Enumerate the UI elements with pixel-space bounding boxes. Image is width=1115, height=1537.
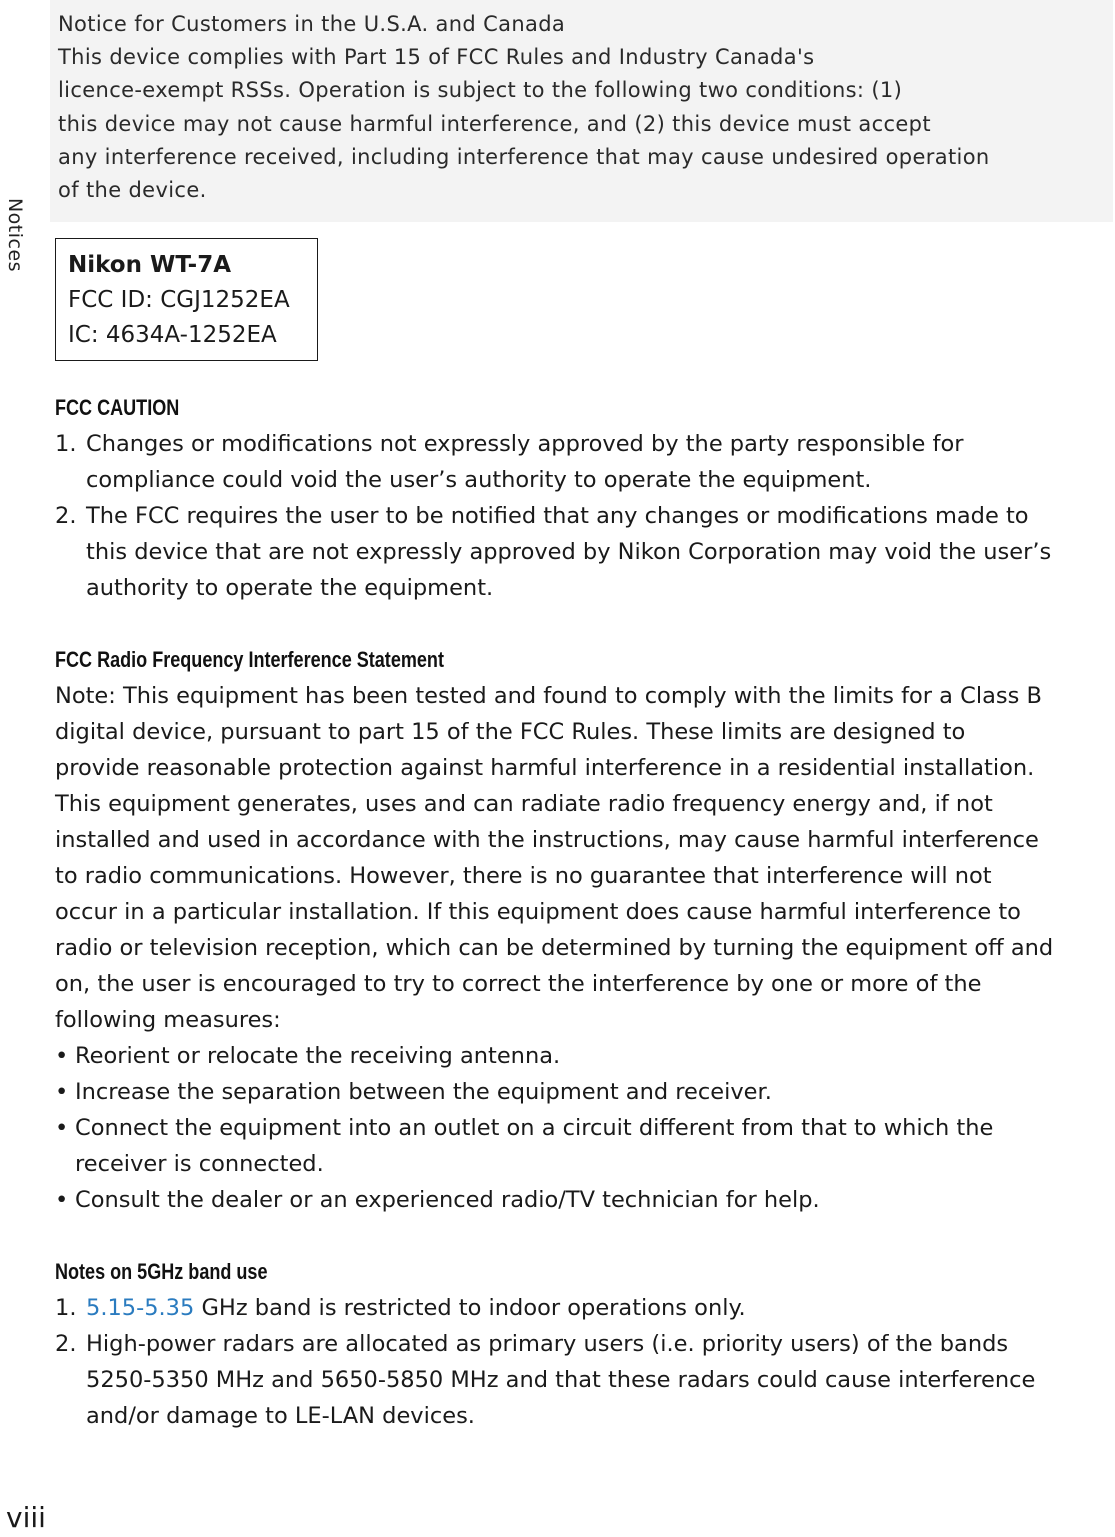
list-item (55, 1326, 1055, 1434)
bullet-icon: • (55, 1115, 69, 1141)
bullet-icon: • (55, 1187, 69, 1213)
item-number: 2. (55, 503, 77, 529)
notice-line: This device complies with Part 15 of FCC Rules and Industry Canada's (58, 45, 815, 70)
bullet-icon: • (55, 1043, 69, 1069)
bullet-icon: • (55, 1079, 69, 1105)
item-text: Changes or modifications not expressly approved by the party responsible for compliance could void the user’s authority to operate the equipment. (86, 431, 964, 493)
item-number: 2. (55, 1331, 77, 1357)
notice-line: any interference received, including interference that may cause undesired operation (58, 144, 990, 169)
rf-statement-section (55, 642, 1055, 1218)
section-heading: FCC Radio Frequency Interference Statement (55, 647, 444, 672)
canada-notice (50, 0, 1113, 222)
item-number: 1. (55, 1295, 77, 1321)
list-item (55, 1290, 1055, 1326)
notice-line: licence-exempt RSSs. Operation is subject to the following two conditions: (1) (58, 78, 903, 103)
section-heading: FCC CAUTION (55, 395, 180, 420)
ic-id: IC: 4634A-1252EA (68, 322, 277, 348)
page-number: viii (6, 1501, 46, 1534)
device-model: Nikon WT-7A (68, 252, 232, 278)
notice-line: of the device. (58, 178, 207, 203)
fcc-id: FCC ID: CGJ1252EA (68, 287, 290, 313)
notice-line: Notice for Customers in the U.S.A. and Canada (58, 12, 566, 36)
statement-body: Note: This equipment has been tested and found to comply with the limits for a Class B digital device, pursuant to part 15 of the FCC Rules. These limits are designed to provide reasonable protection against harmful interference in a residential installation. This equipment generates, uses and can radiate radio frequency energy and, if not installed and used in accordance with the instructions, may cause harmful interference to radio communications. However, there is no guarantee that interference will not occur in a particular installation. If this equipment does cause harmful interference to radio or television reception, which can be determined by turning the equipment off and on, the user is encouraged to try to correct the interference by one or more of the following measures: (55, 683, 1054, 1033)
bullet-item (55, 1110, 1055, 1182)
side-tab-label: Notices (4, 197, 26, 273)
main-content (55, 390, 1055, 1470)
bullet-item (55, 1182, 1055, 1218)
section-heading: Notes on 5GHz band use (55, 1259, 268, 1284)
list-item (55, 426, 1055, 498)
bullet-text: Reorient or relocate the receiving antenna. (75, 1043, 561, 1069)
bullet-item (55, 1038, 1055, 1074)
band-notes-section (55, 1254, 1055, 1434)
bullet-text: Increase the separation between the equipment and receiver. (75, 1079, 772, 1105)
item-text: GHz band is restricted to indoor operations only. (194, 1295, 746, 1321)
side-tab (0, 185, 30, 285)
item-text: The FCC requires the user to be notified that any changes or modifications made to this device that are not expressly approved by Nikon Corporation may void the user’s authority to operate the equipment. (86, 503, 1052, 601)
bullet-item (55, 1074, 1055, 1110)
list-item (55, 498, 1055, 606)
bullet-text: Connect the equipment into an outlet on a circuit different from that to which the receiver is connected. (75, 1115, 994, 1177)
notice-line: this device may not cause harmful interference, and (2) this device must accept (58, 111, 931, 136)
band-range-highlight: 5.15-5.35 (86, 1295, 195, 1321)
bullet-text: Consult the dealer or an experienced radio/TV technician for help. (75, 1187, 820, 1213)
device-id-box (55, 238, 318, 361)
item-text: High-power radars are allocated as primary users (i.e. priority users) of the bands 5250-5350 MHz and 5650-5850 MHz and that these radars could cause interference and/or damage to LE-LAN devices. (86, 1331, 1036, 1429)
fcc-caution-section (55, 390, 1055, 606)
item-number: 1. (55, 431, 77, 457)
